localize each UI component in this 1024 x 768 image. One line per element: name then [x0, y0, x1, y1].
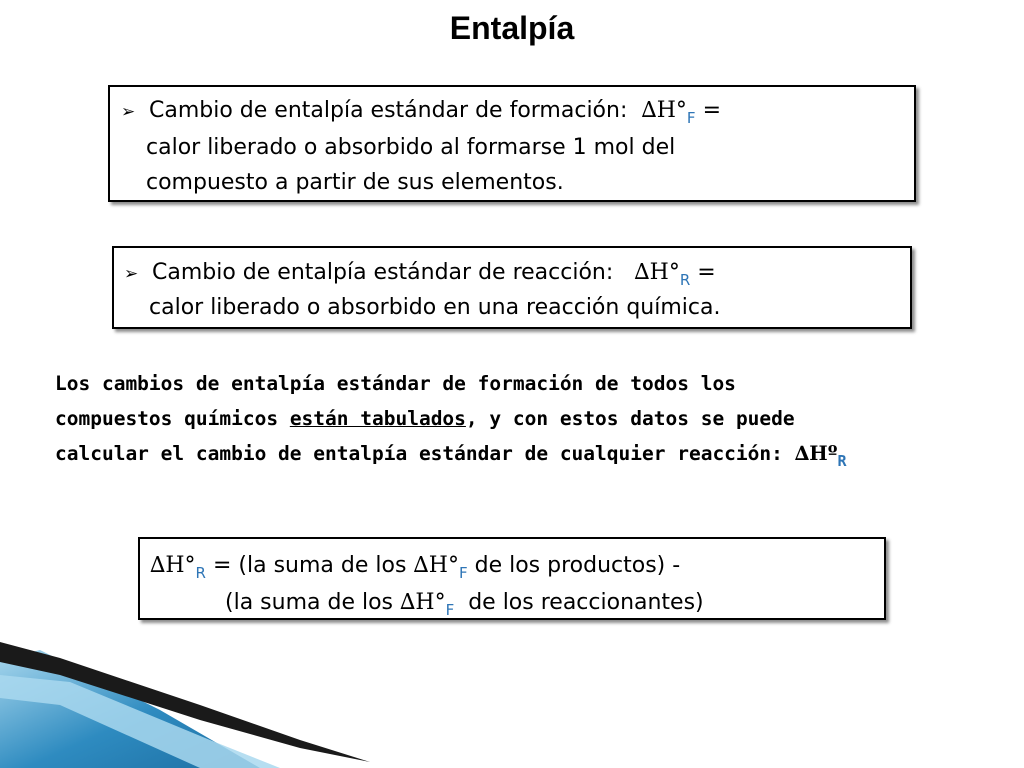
- equation-line-2: [150, 585, 884, 622]
- delta-h-symbol: ∆H°: [634, 260, 680, 285]
- paragraph-line-2-end: , y con estos datos se puede: [465, 407, 795, 430]
- formation-enthalpy-box: [108, 85, 916, 202]
- paragraph-line-2: [55, 401, 1005, 436]
- equals-sign: =: [697, 260, 716, 285]
- delta-h-symbol: ∆H°: [150, 553, 196, 578]
- reaction-line-2: calor liberado o absorbido en una reacción química.: [149, 295, 721, 320]
- reaction-enthalpy-box: [112, 246, 912, 329]
- paragraph-line-3-text: calcular el cambio de entalpía estándar de cualquier reacción:: [55, 442, 795, 465]
- formation-line-2: calor liberado o absorbido al formarse 1 mol del: [146, 135, 676, 160]
- reaction-subscript: R: [837, 452, 847, 470]
- equation-box: [138, 537, 886, 620]
- delta-h-symbol: ∆H°: [400, 590, 446, 615]
- equals-sign: =: [702, 98, 721, 123]
- reaction-subscript: R: [195, 564, 206, 582]
- paragraph-line-3: [55, 436, 1005, 473]
- equation-products-text: de los productos) -: [474, 553, 681, 578]
- formation-subscript: F: [458, 564, 468, 582]
- reaction-label: Cambio de entalpía estándar de reacción:: [152, 260, 614, 285]
- delta-h-symbol: ∆H°: [413, 553, 459, 578]
- equation-line-1: [150, 548, 884, 585]
- tabulated-emphasis: están tabulados: [289, 407, 466, 430]
- equation-sum-text: = (la suma de los: [212, 553, 407, 578]
- formation-subscript: F: [445, 601, 455, 619]
- slide-title: Entalpía: [449, 10, 575, 46]
- arrow-bullet-icon: ➢: [121, 102, 136, 122]
- delta-h-symbol: ∆H°: [641, 98, 687, 123]
- formation-subscript: F: [686, 109, 696, 127]
- delta-h-symbol: ∆Hº: [794, 442, 838, 465]
- formation-line-1: [121, 93, 914, 130]
- formation-line-3: compuesto a partir de sus elementos.: [146, 170, 564, 195]
- arrow-bullet-icon: ➢: [124, 264, 139, 284]
- corner-decoration: [0, 620, 420, 768]
- formation-label: Cambio de entalpía estándar de formación:: [149, 98, 628, 123]
- equation-reactants-text: de los reaccionantes): [468, 590, 704, 615]
- equation-sum-text: (la suma de los: [225, 590, 394, 615]
- paragraph-line-2-start: compuestos químicos: [55, 407, 290, 430]
- reaction-line-1: [124, 256, 910, 291]
- paragraph-line-1: Los cambios de entalpía estándar de formación de todos los: [55, 372, 736, 395]
- explanation-paragraph: [55, 366, 1005, 473]
- reaction-subscript: R: [679, 271, 691, 289]
